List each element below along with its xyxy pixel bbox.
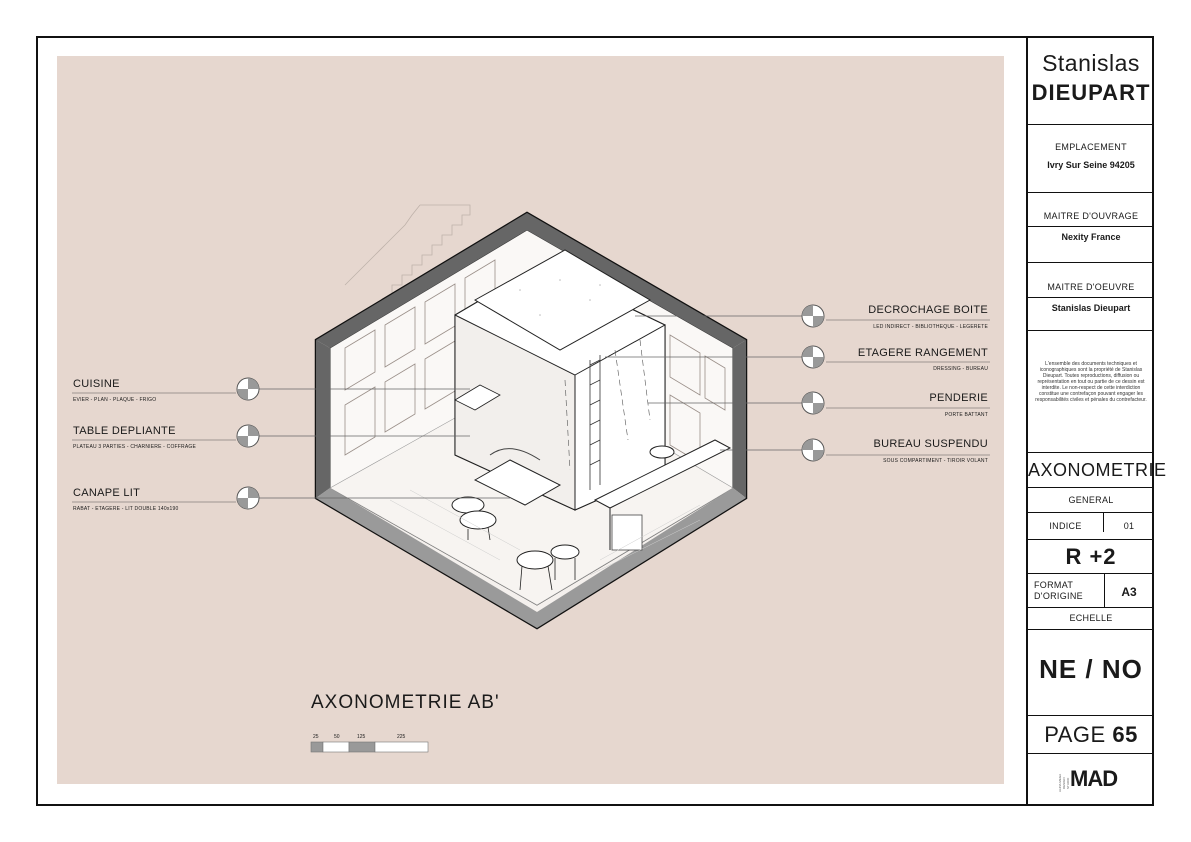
callout-penderie-sub: PORTE BATTANT [944,412,988,418]
mad-logo: MAD [1070,766,1118,791]
location-value: Ivry Sur Seine 94205 [1047,160,1135,170]
callout-canape-title: CANAPE LIT [73,487,141,499]
callout-etagere-title: ETAGERE RANGEMENT [857,347,988,359]
sheet-subtitle-block [1028,488,1154,513]
scale-label-block [1028,608,1154,630]
scale-label-125: 125 [357,734,366,740]
location-label: EMPLACEMENT [1055,142,1127,152]
orientation-value: NE / NO [1039,654,1143,684]
legal-block [1028,331,1154,453]
index-label: INDICE [1028,513,1104,532]
scale-bar [311,742,428,752]
logo-caption: ALINA MEGA DESIGN STUDIO [1058,773,1070,793]
contractor-label: MAITRE D'OEUVRE [1028,282,1154,298]
page-number: 65 [1112,722,1138,747]
callout-penderie-title: PENDERIE [929,392,988,404]
page-block [1028,716,1154,754]
callout-decrochage-sub: LED INDIRECT - BIBLIOTHEQUE - LEGERETE [873,324,988,330]
owner-block [1028,193,1154,263]
orientation-block [1028,630,1154,716]
location-block [1028,125,1154,193]
index-block [1028,513,1154,540]
index-value: 01 [1123,521,1135,531]
owner-value: Nexity France [1061,232,1121,242]
architect-first-name: Stanislas [1042,50,1140,76]
callout-table-title: TABLE DEPLIANTE [73,425,176,437]
callout-cuisine-title: CUISINE [73,378,120,390]
title-block [1026,36,1167,806]
architect-block [1028,36,1154,125]
revision-block [1028,540,1154,574]
scale-label-25: 25 [313,734,319,740]
contractor-block [1028,263,1154,331]
revision-value: R +2 [1065,544,1117,569]
sheet-title-block [1028,453,1167,488]
scale-label: ECHELLE [1069,613,1113,623]
callout-bureau-title: BUREAU SUSPENDU [873,438,988,450]
contractor-value: Stanislas Dieupart [1051,303,1131,313]
callout-canape-sub: RABAT - ETAGERE - LIT DOUBLE 140x190 [73,506,179,512]
callout-cuisine-sub: EVIER - PLAN - PLAQUE - FRIGO [73,397,157,403]
format-block [1028,574,1154,608]
legal-notice: L'ensemble des documents techniques et iconographiques sont la propriété de Stanislas Dieupart. Toutes reproductions, diffusion ou représentation en tout ou partie de ce dessin est interdite. Le non-respect de cette interdiction constitue une contrefaçon pouvant engager les responsabilités civiles et pénales du contrefacteur. [1035,361,1147,403]
architect-last-name: DIEUPART [1031,80,1151,105]
format-label: FORMAT D'ORIGINE [1034,580,1083,601]
owner-label: MAITRE D'OUVRAGE [1028,211,1154,227]
logo-block [1028,754,1154,804]
callout-etagere-sub: DRESSING - BUREAU [933,366,988,372]
callout-bureau-sub: SOUS COMPARTIMENT - TIROIR VOLANT [883,458,988,464]
scale-label-50: 50 [334,734,340,740]
sheet-title: AXONOMETRIE [1028,460,1167,480]
drawing-title: AXONOMETRIE AB' [311,692,500,713]
scale-label-225: 225 [397,734,406,740]
callout-table-sub: PLATEAU 3 PARTIES - CHARNIERE - COFFRAGE [73,444,197,450]
page-prefix: PAGE [1044,722,1106,747]
callout-decrochage-title: DECROCHAGE BOITE [868,304,988,316]
sheet-subtitle: GENERAL [1068,495,1114,505]
format-value: A3 [1121,585,1137,599]
